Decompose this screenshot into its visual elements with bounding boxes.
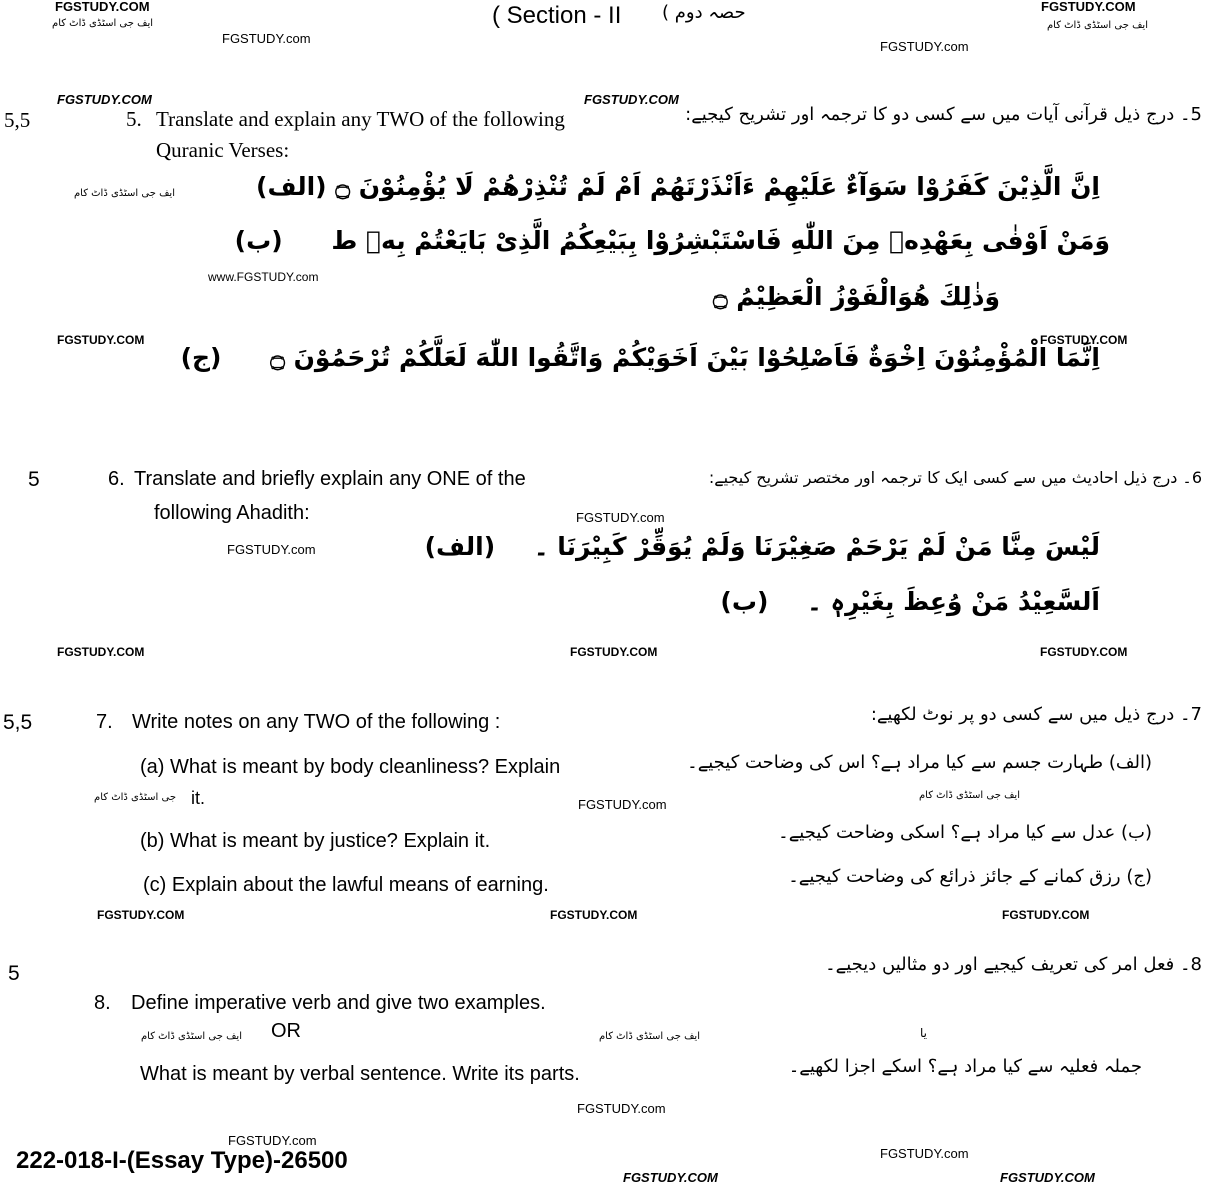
q6-number: 6. — [108, 468, 125, 490]
watermark-footer-italic-mid: FGSTUDY.COM — [623, 1170, 718, 1185]
q7-item-a-label: (a) — [140, 756, 165, 778]
q7-item-b-text: What is meant by justice? Explain it. — [170, 830, 491, 852]
watermark-www: www.FGSTUDY.com — [208, 270, 319, 284]
watermark-q8-urdu-mid: ایف جی اسٹڈی ڈاٹ کام — [598, 1031, 700, 1042]
watermark-q5-side-urdu: ایف جی اسٹڈی ڈاٹ کام — [73, 188, 175, 199]
watermark-q6-foot-2: FGSTUDY.COM — [570, 645, 658, 659]
q7-item-c-urdu: (ج) رزق کمانے کے جائز ذرائع کی وضاحت کیجیے۔ — [788, 866, 1152, 887]
q6-marks: 5 — [28, 468, 40, 491]
watermark-q6-foot-3: FGSTUDY.COM — [1040, 645, 1128, 659]
paper-code: 222-018-I-(Essay Type)-26500 — [16, 1147, 348, 1174]
q7-item-b — [140, 830, 490, 853]
q5-verse-b-line2: وَذٰلِكَ هُوَالْفَوْزُ الْعَظِیْمُ ۝ — [712, 282, 1000, 311]
q7-item-c — [143, 874, 549, 897]
q5-number: 5. — [126, 107, 142, 131]
q5-verse-c — [180, 343, 1100, 372]
watermark-q7-urdu-right: ایف جی اسٹڈی ڈاٹ کام — [918, 790, 1020, 801]
watermark-q5-mid: FGSTUDY.COM — [584, 92, 679, 107]
watermark-top-left-thin: FGSTUDY.com — [222, 31, 311, 46]
q6-hadith-b-label: (ب) — [720, 587, 769, 616]
watermark-q5-left: FGSTUDY.COM — [57, 92, 152, 107]
watermark-q7-urdu-left: جی اسٹڈی ڈاٹ کام — [94, 792, 176, 803]
watermark-top-left-urdu: ایف جی اسٹڈی ڈاٹ کام — [52, 18, 154, 29]
q6-hadith-a-text: لَیْسَ مِنَّا مَنْ لَمْ یَرْحَمْ صَغِیْرَنَا وَلَمْ یُوَقِّرْ كَبِیْرَنَا ۔ — [533, 532, 1100, 561]
q7-item-c-text: Explain about the lawful means of earning. — [171, 874, 549, 896]
q7-item-a-text: What is meant by body cleanliness? Explain — [170, 756, 561, 778]
q7-item-b-label: (b) — [140, 830, 165, 852]
q5-verse-c-label: (ج) — [180, 343, 222, 372]
q7-marks: 5,5 — [3, 711, 33, 734]
q8-marks: 5 — [8, 962, 20, 985]
watermark-top-left: FGSTUDY.COM — [55, 0, 150, 14]
q6-hadith-a — [424, 532, 1100, 561]
q5-verse-a — [230, 172, 1100, 201]
q7-item-a-cont: it. — [191, 788, 206, 808]
q8-urdu-alt: جملہ فعلیہ سے کیا مراد ہے؟ اسکے اجزا لکھیے۔ — [788, 1056, 1142, 1077]
q6-text-line2: following Ahadith: — [154, 502, 310, 524]
watermark-q5-left-bold: FGSTUDY.COM — [57, 333, 145, 347]
q5-verse-c-text: اِنَّمَا الْمُؤْمِنُوْنَ اِخْوَةٌ فَاَصْلِحُوْا بَیْنَ اَخَوَیْكُمْ وَاتَّقُوا اللّٰهَ لَعَلَّكُمْ تُرْحَمُوْنَ ۝ — [270, 343, 1100, 372]
watermark-top-right-thin: FGSTUDY.com — [880, 39, 969, 54]
q6-text: Translate and briefly explain any ONE of the — [134, 468, 526, 490]
q7-item-c-label: (c) — [143, 874, 167, 896]
watermark-q6-left: FGSTUDY.com — [227, 542, 316, 557]
q8-urdu-or: یا — [920, 1026, 927, 1040]
q6-hadith-b — [680, 587, 1100, 616]
q8-text: Define imperative verb and give two examples. — [131, 992, 546, 1014]
watermark-footer-thin-right: FGSTUDY.com — [880, 1146, 969, 1161]
q7-item-b-urdu: (ب) عدل سے کیا مراد ہے؟ اسکی وضاحت کیجیے۔ — [778, 822, 1152, 843]
watermark-q6-foot-1: FGSTUDY.COM — [57, 645, 145, 659]
q7-item-a — [140, 756, 560, 779]
q7-number: 7. — [96, 711, 113, 733]
watermark-q6-mid: FGSTUDY.com — [576, 510, 665, 525]
q8-number: 8. — [94, 992, 111, 1014]
watermark-q7-foot-3: FGSTUDY.COM — [1002, 908, 1090, 922]
watermark-q7-foot-1: FGSTUDY.COM — [97, 908, 185, 922]
watermark-top-right-urdu: ایف جی اسٹڈی ڈاٹ کام — [1046, 20, 1148, 31]
q8-or-label: OR — [271, 1020, 301, 1042]
watermark-footer-italic-right: FGSTUDY.COM — [1000, 1170, 1095, 1185]
watermark-q7-foot-2: FGSTUDY.COM — [550, 908, 638, 922]
q5-marks: 5,5 — [4, 108, 31, 132]
q7-text: Write notes on any TWO of the following : — [132, 711, 501, 733]
q5-verse-b-text: وَمَنْ اَوْفٰی بِعَهْدِهٖ مِنَ اللّٰهِ فَاسْتَبْشِرُوْا بِبَیْعِكُمُ الَّذِیْ بَایَعْتُمْ بِهٖ ط — [331, 226, 1110, 255]
watermark-q8-urdu-left: ایف جی اسٹڈی ڈاٹ کام — [140, 1031, 242, 1042]
q8-urdu-heading: 8۔ فعل امر کی تعریف کیجیے اور دو مثالیں دیجیے۔ — [825, 954, 1202, 975]
q8-alt-text: What is meant by verbal sentence. Write its parts. — [140, 1063, 580, 1085]
q5-verse-b-label: (ب) — [234, 226, 283, 255]
q5-text: Translate and explain any TWO of the following — [156, 107, 565, 131]
watermark-footer-thin-left: FGSTUDY.com — [228, 1133, 317, 1148]
watermark-q5-right-bold: FGSTUDY.COM — [1040, 333, 1128, 347]
watermark-q8-thin: FGSTUDY.com — [577, 1101, 666, 1116]
q5-verse-a-text: اِنَّ الَّذِیْنَ کَفَرُوْا سَوَآءٌ عَلَیْهِمْ ءَاَنْذَرْتَهُمْ اَمْ لَمْ تُنْذِرْهُمْ لَا یُؤْمِنُوْنَ ۝ — [335, 172, 1100, 201]
q5-verse-b — [230, 226, 1110, 255]
q6-urdu-heading: 6۔ درج ذیل احادیث میں سے کسی ایک کا ترجمہ اور مختصر تشریح کیجیے: — [708, 468, 1202, 487]
q5-verse-a-label: (الف) — [256, 172, 327, 201]
q5-text-line2: Quranic Verses: — [156, 138, 290, 162]
q7-urdu-heading: 7۔ درج ذیل میں سے کسی دو پر نوٹ لکھیے: — [870, 704, 1202, 725]
section-title: ( Section - II — [492, 2, 622, 29]
watermark-q7-mid: FGSTUDY.com — [578, 797, 667, 812]
q6-hadith-b-text: اَلسَّعِیْدُ مَنْ وُعِظَ بِغَیْرِهٖ ۔ — [807, 587, 1100, 616]
q7-item-a-urdu: (الف) طہارت جسم سے کیا مراد ہے؟ اس کی وضاحت کیجیے۔ — [687, 752, 1152, 773]
section-title-urdu: حصہ دوم ) — [662, 2, 746, 23]
q6-hadith-a-label: (الف) — [424, 532, 496, 561]
q5-urdu-heading: 5۔ درج ذیل قرآنی آیات میں سے کسی دو کا ترجمہ اور تشریح کیجیے: — [685, 104, 1202, 125]
watermark-top-right: FGSTUDY.COM — [1041, 0, 1136, 14]
